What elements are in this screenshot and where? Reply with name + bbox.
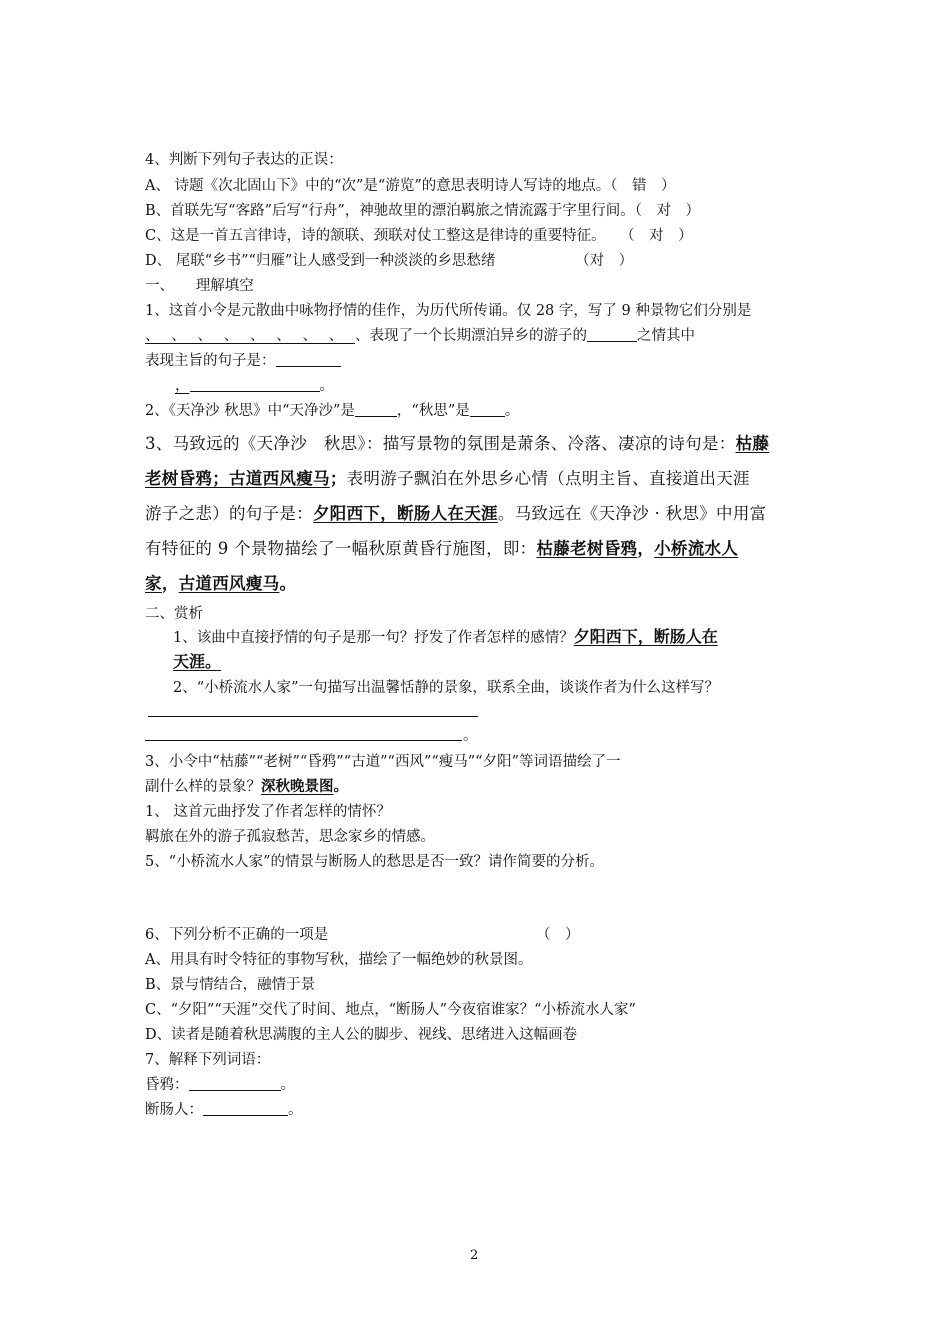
section2-heading: 二、赏析 <box>145 606 203 622</box>
q4-title: 4、判断下列句子表达的正误： <box>145 152 343 168</box>
fill-blank[interactable] <box>203 1101 288 1116</box>
fill-blank[interactable] <box>276 352 341 367</box>
q6-option-d: D、读者是随着秋思满腹的主人公的脚步、视线、思绪进入这幅画卷 <box>145 1027 578 1043</box>
sec1-q1-line1: 1、这首小令是元散曲中咏物抒情的佳作，为历代所传诵。仅 28 字，写了 9 种景物它们分别是 <box>145 303 752 319</box>
q7-title: 7、解释下列词语： <box>145 1052 271 1068</box>
period: 。 <box>463 728 478 744</box>
sec2-q5: 5、“小桥流水人家”的情景与断肠人的愁思是否一致？请作简要的分析。 <box>145 854 605 870</box>
sec1-q1-line4: ， 。 <box>175 378 334 394</box>
q4-option-a: A、 诗题《次北固山下》中的“次”是“游览”的意思表明诗人写诗的地点。（ 错 ） <box>145 178 676 194</box>
fill-blank-commas[interactable]: 、、、、、、、、 <box>145 328 355 344</box>
answer: 夕阳西下，断肠人在天涯 <box>313 504 498 523</box>
q4-option-c: C、这是一首五言律诗，诗的颔联、颈联对仗工整这是律诗的重要特征。 （ 对 ） <box>145 228 693 244</box>
sec2-q3-line2: 副什么样的景象？深秋晚景图。 <box>145 778 348 795</box>
answer: 枯藤老树昏鸦 <box>536 539 638 558</box>
fill-blank[interactable] <box>470 402 505 417</box>
answer: 枯藤 <box>735 434 770 453</box>
answer: 小桥流水人 <box>654 539 739 558</box>
sec1-q2: 2、《天净沙 秋思》中“天净沙”是 ，“秋思”是 。 <box>145 403 520 419</box>
sec1-q1-line3: 表现主旨的句子是： <box>145 351 810 371</box>
sec1-q3-line3: 游子之悲）的句子是：夕阳西下，断肠人在天涯。马致远在《天净沙 · 秋思》中用富 <box>145 504 767 523</box>
answer: 家 <box>145 574 162 593</box>
fill-blank[interactable] <box>190 377 320 392</box>
sec1-q1-line2: 、、、、、、、、、表现了一个长期漂泊异乡的游子的 之情其中 <box>145 328 695 344</box>
fill-blank[interactable] <box>189 1076 281 1091</box>
sec1-q3-line1: 3、马致远的《天净沙 秋思》：描写景物的氛围是萧条、冷落、凄凉的诗句是：枯藤 <box>145 434 770 453</box>
sec1-q3-line4: 有特征的 9 个景物描绘了一幅秋原黄昏行施图，即：枯藤老树昏鸦，小桥流水人 <box>145 539 739 558</box>
sec1-q3-line5: 家，古道西风瘦马。 <box>145 574 297 593</box>
answer: 深秋晚景图 <box>261 778 334 795</box>
answer: 夕阳西下，断肠人在 <box>573 627 718 646</box>
q6-answer-paren[interactable]: （ ） <box>536 927 580 943</box>
fill-blank[interactable] <box>355 402 397 417</box>
page-number: 2 <box>470 1248 479 1263</box>
section1-heading: 一、 理解填空 <box>145 278 254 294</box>
q7-word1: 昏鸦： 。 <box>145 1077 295 1093</box>
sec2-q1-line2 <box>173 652 838 673</box>
sec2-q1-line1: 1、该曲中直接抒情的句子是那一句？抒发了作者怎样的感情？夕阳西下，断肠人在 <box>173 627 718 646</box>
q6-option-c: C、“夕阳”“天涯”交代了时间、地点，“断肠人”今夜宿谁家？“小桥流水人家” <box>145 1002 636 1018</box>
q4-option-d: D、 尾联“乡书”“归雁”让人感受到一种淡淡的乡思愁绪 （对 ） <box>145 253 634 269</box>
q6-title: 6、下列分析不正确的一项是 <box>145 927 329 943</box>
answer-line[interactable] <box>148 716 478 717</box>
sec2-q4-answer: 羁旅在外的游子孤寂愁苦，思念家乡的情感。 <box>145 829 435 845</box>
sec2-q4: 1、 这首元曲抒发了作者怎样的情怀？ <box>145 804 391 820</box>
answer: 天涯。 <box>173 652 222 671</box>
sec2-q3-line1: 3、小令中“枯藤”“老树”“昏鸦”“古道”“西风”“瘦马”“夕阳”等词语描绘了一 <box>145 754 621 770</box>
answer: 古道西风瘦马 <box>178 574 280 593</box>
sec2-q2: 2、“小桥流水人家”一句描写出温馨恬静的景象，联系全曲，谈谈作者为什么这样写？ <box>173 680 720 696</box>
q6-option-a: A、用具有时令特征的事物写秋，描绘了一幅绝妙的秋景图。 <box>145 952 533 968</box>
q4-option-b: B、首联先写“客路”后写“行舟”，神驰故里的漂泊羁旅之情流露于字里行间。（ 对 ） <box>145 203 701 219</box>
answer-line[interactable] <box>145 740 462 741</box>
sec1-q3-line2: 老树昏鸦；古道西风瘦马；表明游子飘泊在外思乡心情（点明主旨、直接道出天涯 <box>145 469 750 488</box>
answer: 老树昏鸦；古道西风瘦马 <box>145 469 330 488</box>
q6-option-b: B、景与情结合，融情于景 <box>145 977 316 993</box>
q7-word2: 断肠人： 。 <box>145 1102 303 1118</box>
fill-blank[interactable] <box>587 327 637 342</box>
